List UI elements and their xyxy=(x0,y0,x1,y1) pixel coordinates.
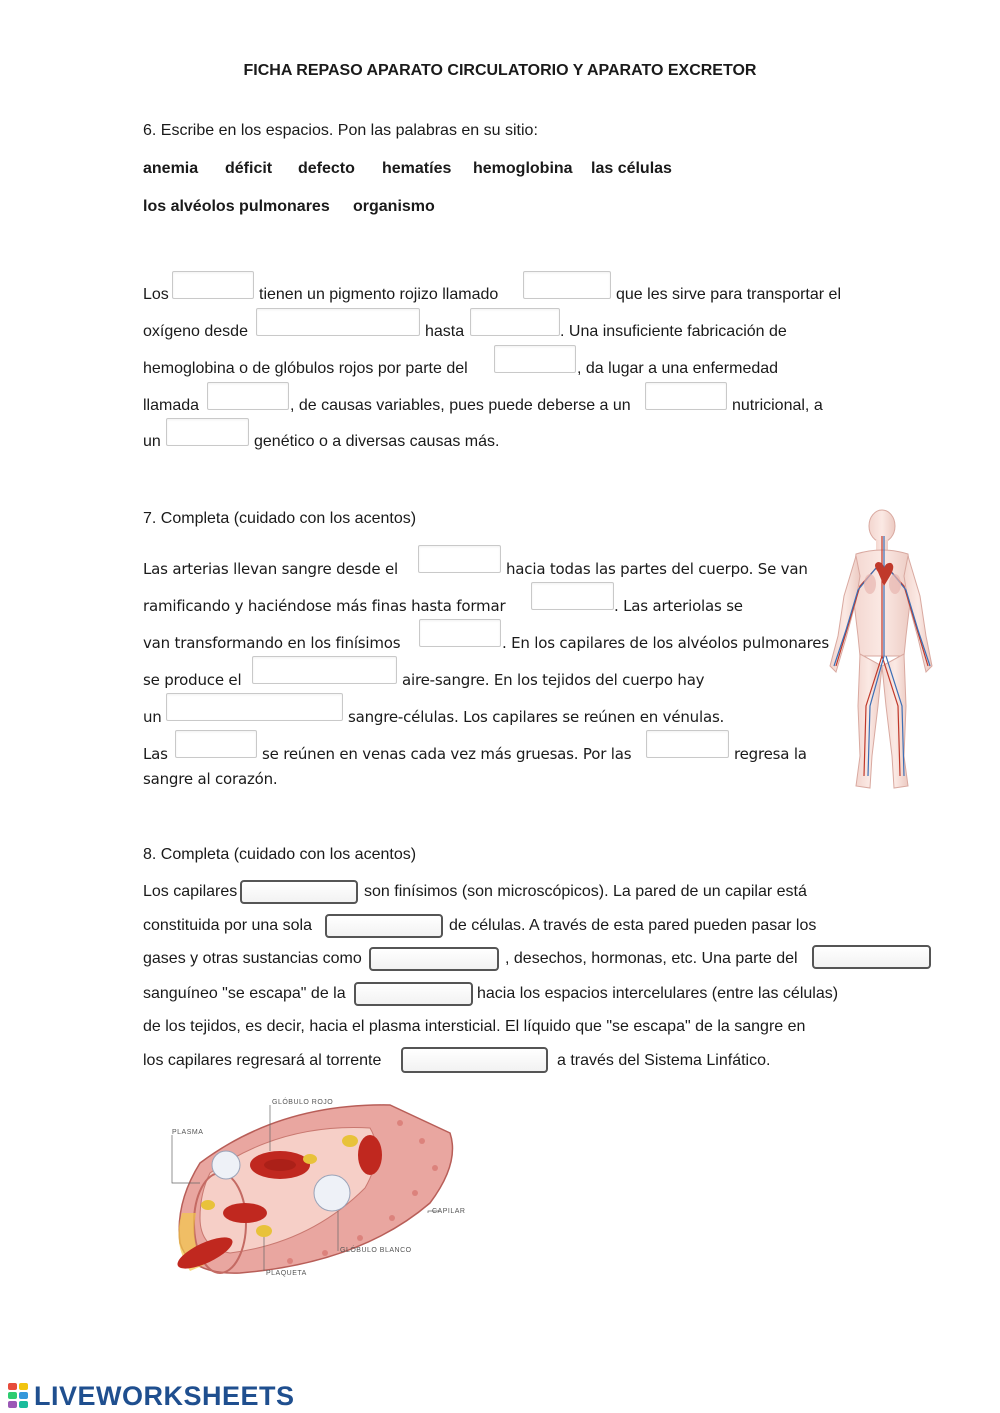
ex7-answer-field-5[interactable] xyxy=(166,693,343,721)
ex8-text: gases y otras sustancias como xyxy=(143,950,362,967)
ex6-text: , de causas variables, pues puede deberse a un xyxy=(290,397,631,414)
ex7-text: Las xyxy=(143,745,168,763)
label-globulo-blanco: GLÓBULO BLANCO xyxy=(340,1247,412,1254)
ex8-text: hacia los espacios intercelulares (entre las células) xyxy=(477,985,839,1002)
ex8-answer-field-5[interactable] xyxy=(354,982,473,1006)
ex7-answer-field-4[interactable] xyxy=(252,656,397,684)
ex7-answer-field-2[interactable] xyxy=(531,582,614,610)
ex6-answer-field-8[interactable] xyxy=(166,418,249,446)
ex6-text: tienen un pigmento rojizo llamado xyxy=(259,286,499,303)
ex7-text: aire-sangre. En los tejidos del cuerpo hay xyxy=(402,671,705,689)
word-bank-item: hematíes xyxy=(382,160,452,177)
ex6-answer-field-6[interactable] xyxy=(207,382,289,410)
ex8-answer-field-4[interactable] xyxy=(812,945,931,969)
liveworksheets-logo: LIVEWORKSHEETS xyxy=(34,1381,295,1411)
ex7-text: hacia todas las partes del cuerpo. Se van xyxy=(506,560,808,578)
worksheet-title: FICHA REPASO APARATO CIRCULATORIO Y APARATO EXCRETOR xyxy=(243,62,757,79)
ex8-text: a través del Sistema Linfático. xyxy=(557,1052,771,1069)
ex7-text: van transformando en los finísimos xyxy=(143,634,401,652)
ex6-answer-field-1[interactable] xyxy=(172,271,254,299)
ex7-text: . En los capilares de los alvéolos pulmonares xyxy=(502,634,829,652)
ex8-text: son finísimos (son microscópicos). La pared de un capilar está xyxy=(364,883,807,900)
ex6-text: , da lugar a una enfermedad xyxy=(577,360,779,377)
ex6-answer-field-2[interactable] xyxy=(523,271,611,299)
liveworksheets-logo-icon xyxy=(8,1383,30,1407)
ex8-text: constituida por una sola xyxy=(143,917,312,934)
label-capilar: CAPILAR xyxy=(432,1208,466,1215)
ex8-answer-field-6[interactable] xyxy=(401,1047,548,1073)
ex6-answer-field-4[interactable] xyxy=(470,308,560,336)
ex6-answer-field-3[interactable] xyxy=(256,308,420,336)
ex7-text: se produce el xyxy=(143,671,242,689)
ex8-answer-field-2[interactable] xyxy=(325,914,443,938)
ex6-text: que les sirve para transportar el xyxy=(616,286,841,303)
capillary-diagram xyxy=(160,1093,480,1283)
ex7-text: se reúnen en venas cada vez más gruesas. Por las xyxy=(262,745,632,763)
ex6-text: . Una insuficiente fabricación de xyxy=(560,323,787,340)
ex7-text: ramificando y haciéndose más finas hasta formar xyxy=(143,597,506,615)
ex8-text: de células. A través de esta pared pueden pasar los xyxy=(449,917,817,934)
ex8-text: , desechos, hormonas, etc. Una parte del xyxy=(505,950,798,967)
ex7-answer-field-6[interactable] xyxy=(175,730,257,758)
ex8-text: sanguíneo "se escapa" de la xyxy=(143,985,346,1002)
ex7-text: Las arterias llevan sangre desde el xyxy=(143,560,398,578)
ex8-text: de los tejidos, es decir, hacia el plasma intersticial. El líquido que "se escapa" de la sangre en xyxy=(143,1018,806,1035)
ex6-answer-field-5[interactable] xyxy=(494,345,576,373)
ex7-answer-field-3[interactable] xyxy=(419,619,501,647)
ex8-text: los capilares regresará al torrente xyxy=(143,1052,382,1069)
word-bank-item: las células xyxy=(591,160,672,177)
ex6-answer-field-7[interactable] xyxy=(645,382,727,410)
ex6-text: llamada xyxy=(143,397,200,414)
ex7-text: sangre-células. Los capilares se reúnen en vénulas. xyxy=(348,708,725,726)
ex6-text: oxígeno desde xyxy=(143,323,248,340)
ex8-answer-field-1[interactable] xyxy=(240,880,358,904)
ex7-text: un xyxy=(143,708,162,726)
ex7-answer-field-1[interactable] xyxy=(418,545,501,573)
ex8-text: Los capilares xyxy=(143,883,238,900)
label-plaqueta: PLAQUETA xyxy=(266,1270,307,1277)
word-bank-item: organismo xyxy=(353,198,435,215)
ex7-text: sangre al corazón. xyxy=(143,770,278,788)
ex6-text: nutricional, a xyxy=(732,397,823,414)
ex6-text: un xyxy=(143,433,161,450)
ex6-text: genético o a diversas causas más. xyxy=(254,433,500,450)
ex7-answer-field-7[interactable] xyxy=(646,730,729,758)
ex8-answer-field-3[interactable] xyxy=(369,947,499,971)
ex6-text: hemoglobina o de glóbulos rojos por parte del xyxy=(143,360,468,377)
ex6-heading: 6. Escribe en los espacios. Pon las palabras en su sitio: xyxy=(143,122,538,139)
word-bank-item: déficit xyxy=(225,160,273,177)
label-plasma: PLASMA xyxy=(172,1129,204,1136)
ex7-text: . Las arteriolas se xyxy=(614,597,743,615)
word-bank-item: los alvéolos pulmonares xyxy=(143,198,330,215)
ex8-heading: 8. Completa (cuidado con los acentos) xyxy=(143,846,417,863)
ex7-heading: 7. Completa (cuidado con los acentos) xyxy=(143,510,417,527)
word-bank-item: defecto xyxy=(298,160,355,177)
label-globulo-rojo: GLÓBULO ROJO xyxy=(272,1099,334,1106)
circulatory-system-image xyxy=(820,506,938,796)
word-bank-item: anemia xyxy=(143,160,199,177)
ex6-text: Los xyxy=(143,286,169,303)
word-bank-item: hemoglobina xyxy=(473,160,573,177)
ex6-text: hasta xyxy=(425,323,465,340)
ex7-text: regresa la xyxy=(734,745,807,763)
